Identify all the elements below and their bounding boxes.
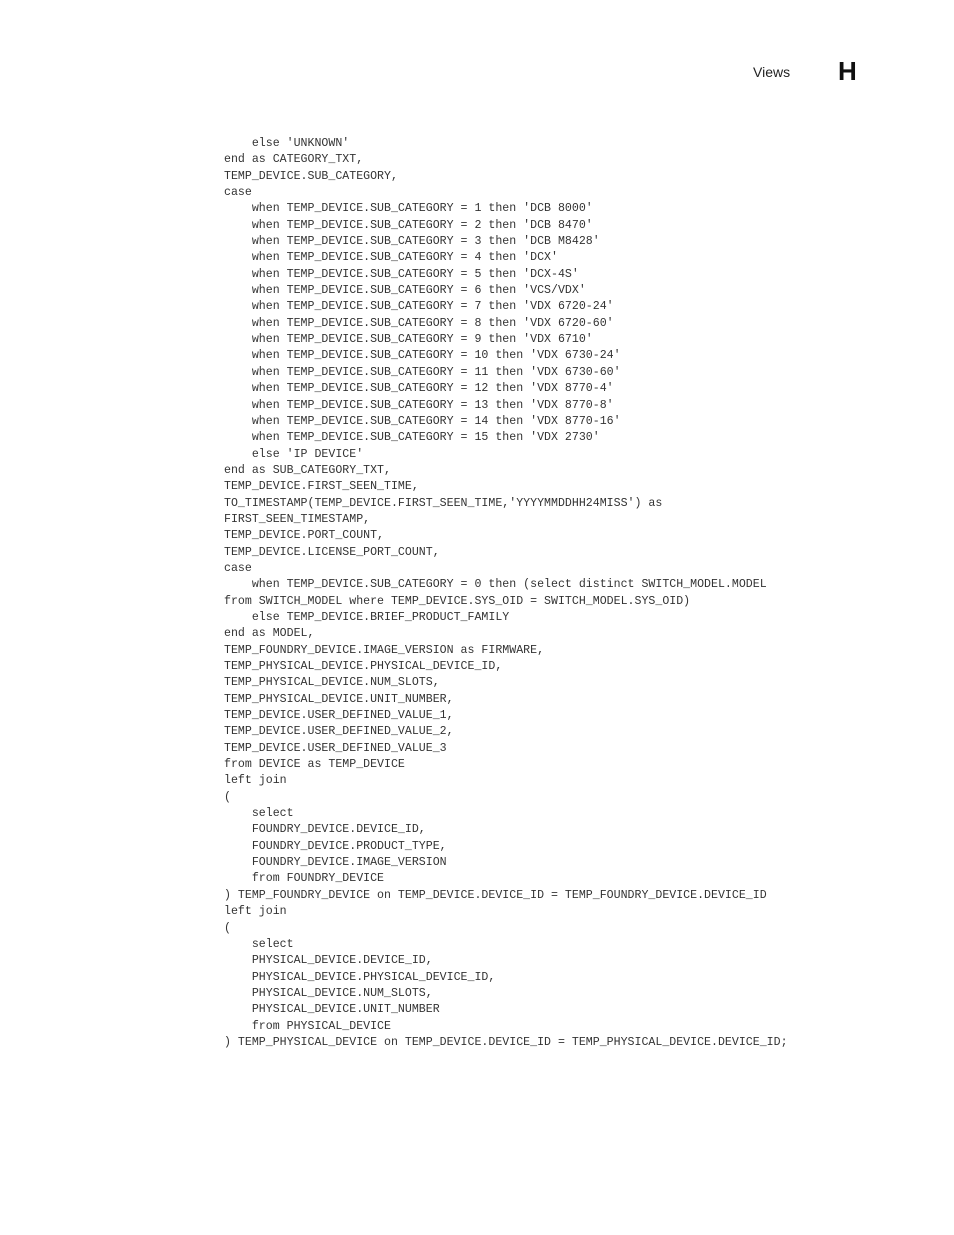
- running-header-appendix-letter: H: [838, 56, 857, 86]
- code-line: when TEMP_DEVICE.SUB_CATEGORY = 9 then 'VDX 6710': [224, 333, 593, 347]
- code-line: FOUNDRY_DEVICE.IMAGE_VERSION: [224, 856, 447, 870]
- code-line: when TEMP_DEVICE.SUB_CATEGORY = 11 then 'VDX 6730-60': [224, 365, 621, 379]
- sql-code-listing: [224, 136, 788, 1051]
- code-line: TEMP_DEVICE.USER_DEFINED_VALUE_1,: [224, 709, 454, 723]
- code-line: left join: [224, 905, 287, 919]
- code-line: (: [224, 790, 231, 804]
- code-line: ) TEMP_PHYSICAL_DEVICE on TEMP_DEVICE.DEVICE_ID = TEMP_PHYSICAL_DEVICE.DEVICE_ID;: [224, 1035, 788, 1049]
- code-line: else 'UNKNOWN': [224, 137, 350, 150]
- code-line: TEMP_DEVICE.FIRST_SEEN_TIME,: [224, 480, 419, 494]
- code-line: (: [224, 921, 231, 935]
- code-line: PHYSICAL_DEVICE.PHYSICAL_DEVICE_ID,: [224, 970, 496, 984]
- code-line: from FOUNDRY_DEVICE: [224, 872, 385, 886]
- code-line: TEMP_DEVICE.LICENSE_PORT_COUNT,: [224, 545, 440, 559]
- code-line: when TEMP_DEVICE.SUB_CATEGORY = 14 then 'VDX 8770-16': [224, 414, 621, 428]
- code-line: TEMP_DEVICE.USER_DEFINED_VALUE_2,: [224, 725, 454, 739]
- code-line: from SWITCH_MODEL where TEMP_DEVICE.SYS_OID = SWITCH_MODEL.SYS_OID): [224, 594, 691, 608]
- code-line: when TEMP_DEVICE.SUB_CATEGORY = 4 then 'DCX': [224, 251, 558, 265]
- code-line: when TEMP_DEVICE.SUB_CATEGORY = 10 then 'VDX 6730-24': [224, 349, 621, 363]
- code-line: TO_TIMESTAMP(TEMP_DEVICE.FIRST_SEEN_TIME,'YYYYMMDDHH24MISS') as: [224, 496, 663, 510]
- code-line: PHYSICAL_DEVICE.NUM_SLOTS,: [224, 986, 433, 1000]
- code-line: FIRST_SEEN_TIMESTAMP,: [224, 512, 371, 526]
- code-line: when TEMP_DEVICE.SUB_CATEGORY = 0 then (select distinct SWITCH_MODEL.MODEL: [224, 578, 767, 592]
- code-line: end as SUB_CATEGORY_TXT,: [224, 463, 391, 477]
- running-header-section-title: Views: [753, 64, 791, 80]
- code-line: when TEMP_DEVICE.SUB_CATEGORY = 3 then 'DCB M8428': [224, 235, 600, 249]
- code-line: when TEMP_DEVICE.SUB_CATEGORY = 1 then 'DCB 8000': [224, 202, 593, 216]
- code-line: TEMP_FOUNDRY_DEVICE.IMAGE_VERSION as FIRMWARE,: [224, 643, 545, 657]
- code-line: when TEMP_DEVICE.SUB_CATEGORY = 15 then 'VDX 2730': [224, 431, 600, 445]
- code-line: end as MODEL,: [224, 627, 315, 641]
- code-line: case: [224, 561, 252, 575]
- code-line: FOUNDRY_DEVICE.DEVICE_ID,: [224, 823, 426, 837]
- code-line: else 'IP DEVICE': [224, 447, 364, 461]
- code-line: when TEMP_DEVICE.SUB_CATEGORY = 12 then 'VDX 8770-4': [224, 382, 614, 396]
- code-line: when TEMP_DEVICE.SUB_CATEGORY = 6 then 'VCS/VDX': [224, 284, 586, 298]
- code-line: when TEMP_DEVICE.SUB_CATEGORY = 2 then 'DCB 8470': [224, 218, 593, 232]
- code-line: case: [224, 186, 252, 200]
- code-line: end as CATEGORY_TXT,: [224, 153, 364, 167]
- code-line: FOUNDRY_DEVICE.PRODUCT_TYPE,: [224, 839, 447, 853]
- code-line: select: [224, 807, 294, 821]
- code-line: else TEMP_DEVICE.BRIEF_PRODUCT_FAMILY: [224, 610, 510, 624]
- code-line: left join: [224, 774, 287, 788]
- code-line: TEMP_DEVICE.USER_DEFINED_VALUE_3: [224, 741, 447, 755]
- code-line: TEMP_PHYSICAL_DEVICE.NUM_SLOTS,: [224, 676, 440, 690]
- code-line: when TEMP_DEVICE.SUB_CATEGORY = 13 then 'VDX 8770-8': [224, 398, 614, 412]
- code-line: ) TEMP_FOUNDRY_DEVICE on TEMP_DEVICE.DEVICE_ID = TEMP_FOUNDRY_DEVICE.DEVICE_ID: [224, 888, 767, 902]
- code-line: when TEMP_DEVICE.SUB_CATEGORY = 5 then 'DCX-4S': [224, 267, 579, 281]
- code-line: when TEMP_DEVICE.SUB_CATEGORY = 8 then 'VDX 6720-60': [224, 316, 614, 330]
- code-line: TEMP_DEVICE.PORT_COUNT,: [224, 529, 385, 543]
- code-line: PHYSICAL_DEVICE.DEVICE_ID,: [224, 954, 433, 968]
- code-line: from PHYSICAL_DEVICE: [224, 1019, 391, 1033]
- code-line: when TEMP_DEVICE.SUB_CATEGORY = 7 then 'VDX 6720-24': [224, 300, 614, 314]
- code-line: from DEVICE as TEMP_DEVICE: [224, 758, 405, 772]
- code-line: select: [224, 937, 294, 951]
- code-line: PHYSICAL_DEVICE.UNIT_NUMBER: [224, 1003, 440, 1017]
- code-line: TEMP_PHYSICAL_DEVICE.PHYSICAL_DEVICE_ID,: [224, 660, 503, 673]
- code-line: TEMP_PHYSICAL_DEVICE.UNIT_NUMBER,: [224, 692, 454, 706]
- code-line: TEMP_DEVICE.SUB_CATEGORY,: [224, 169, 398, 183]
